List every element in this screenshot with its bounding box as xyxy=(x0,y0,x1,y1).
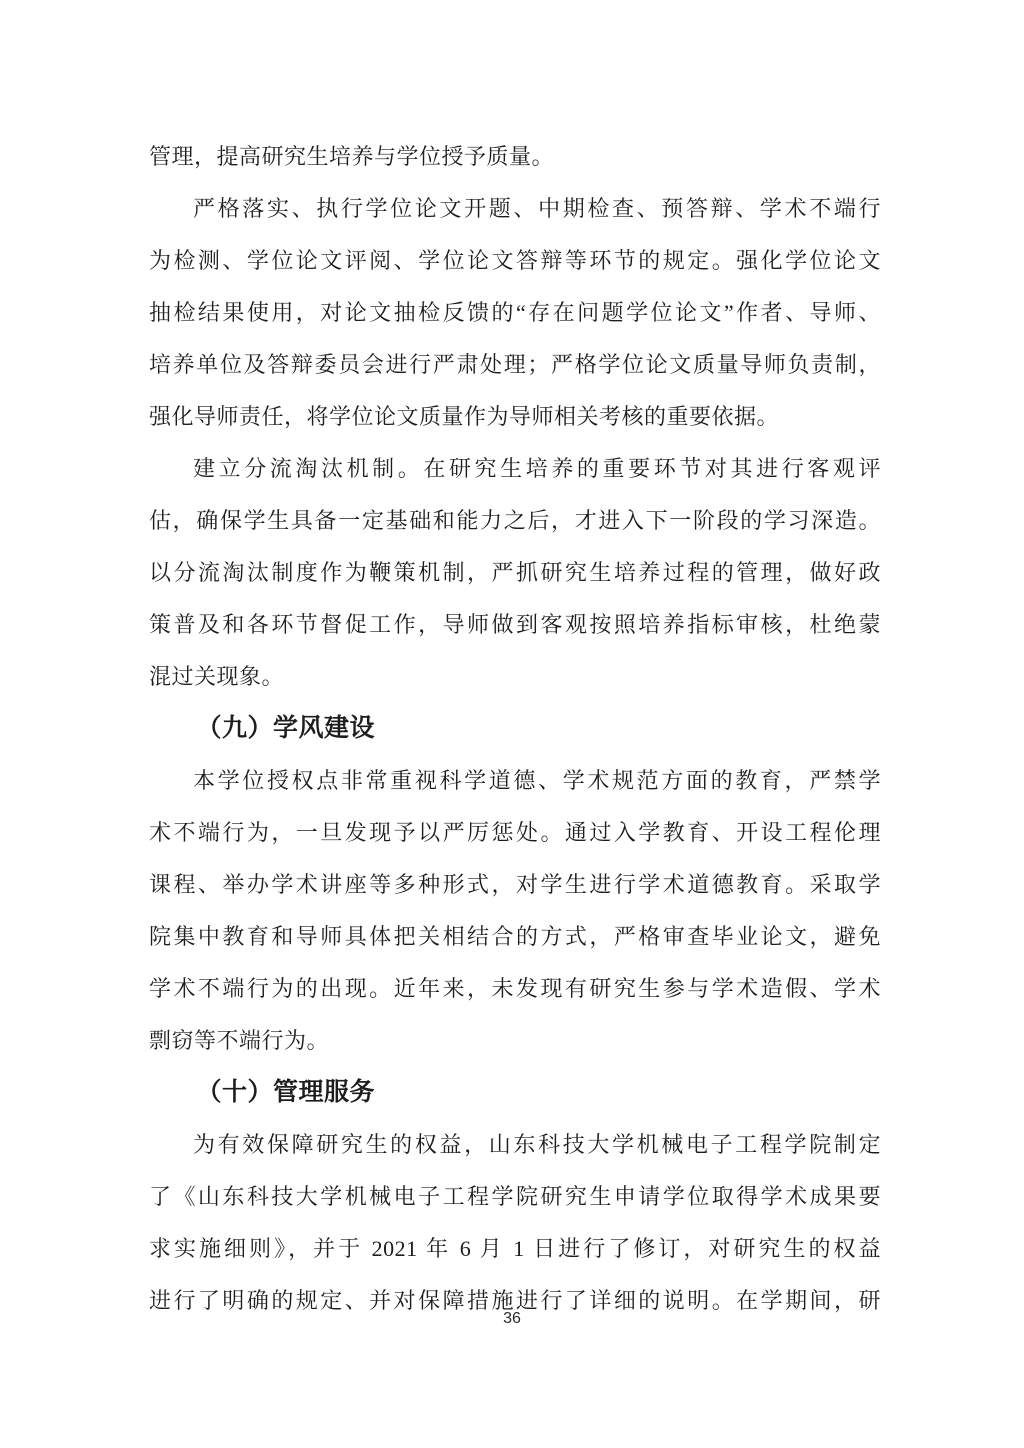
text-line: 进行了明确的规定、并对保障措施进行了详细的说明。在学期间，研 xyxy=(149,1288,881,1313)
text-line: 剽窃等不端行为。 xyxy=(149,1028,330,1053)
text-line: 求实施细则》，并于 2021 年 6 月 1 日进行了修订，对研究生的权益 xyxy=(149,1236,881,1261)
text-line: 混过关现象。 xyxy=(149,664,285,689)
section-heading xyxy=(149,703,881,755)
paragraph xyxy=(149,755,881,1067)
heading-text: （九）学风建设 xyxy=(196,715,376,742)
text-line: 策普及和各环节督促工作，导师做到客观按照培养指标审核，杜绝蒙 xyxy=(149,612,881,637)
text-line: 严格落实、执行学位论文开题、中期检查、预答辩、学术不端行 xyxy=(193,196,881,221)
text-line: 为有效保障研究生的权益，山东科技大学机械电子工程学院制定 xyxy=(193,1132,881,1157)
paragraph xyxy=(149,131,881,183)
text-line: 课程、举办学术讲座等多种形式，对学生进行学术道德教育。采取学 xyxy=(149,872,881,897)
text-line: 培养单位及答辩委员会进行严肃处理；严格学位论文质量导师负责制， xyxy=(149,352,881,377)
text-line: 为检测、学位论文评阅、学位论文答辩等环节的规定。强化学位论文 xyxy=(149,248,881,273)
heading-text: （十）管理服务 xyxy=(196,1079,376,1106)
document-content xyxy=(149,131,881,1327)
text-line: 管理，提高研究生培养与学位授予质量。 xyxy=(149,144,555,169)
text-line: 学术不端行为的出现。近年来，未发现有研究生参与学术造假、学术 xyxy=(149,976,881,1001)
text-line: 估，确保学生具备一定基础和能力之后，才进入下一阶段的学习深造。 xyxy=(149,508,881,533)
paragraph xyxy=(149,183,881,443)
page-number: 36 xyxy=(503,1310,521,1327)
text-line: 以分流淘汰制度作为鞭策机制，严抓研究生培养过程的管理，做好政 xyxy=(149,560,881,585)
paragraph xyxy=(149,1119,881,1327)
page-footer xyxy=(0,1310,1024,1328)
text-line: 了《山东科技大学机械电子工程学院研究生申请学位取得学术成果要 xyxy=(149,1184,881,1209)
text-line: 抽检结果使用，对论文抽检反馈的“存在问题学位论文”作者、导师、 xyxy=(149,300,881,325)
paragraph xyxy=(149,443,881,703)
text-line: 术不端行为，一旦发现予以严厉惩处。通过入学教育、开设工程伦理 xyxy=(149,820,881,845)
text-line: 本学位授权点非常重视科学道德、学术规范方面的教育，严禁学 xyxy=(193,768,881,793)
text-line: 建立分流淘汰机制。在研究生培养的重要环节对其进行客观评 xyxy=(193,456,881,481)
section-heading xyxy=(149,1067,881,1119)
text-line: 院集中教育和导师具体把关相结合的方式，严格审查毕业论文，避免 xyxy=(149,924,881,949)
text-line: 强化导师责任，将学位论文质量作为导师相关考核的重要依据。 xyxy=(149,404,780,429)
